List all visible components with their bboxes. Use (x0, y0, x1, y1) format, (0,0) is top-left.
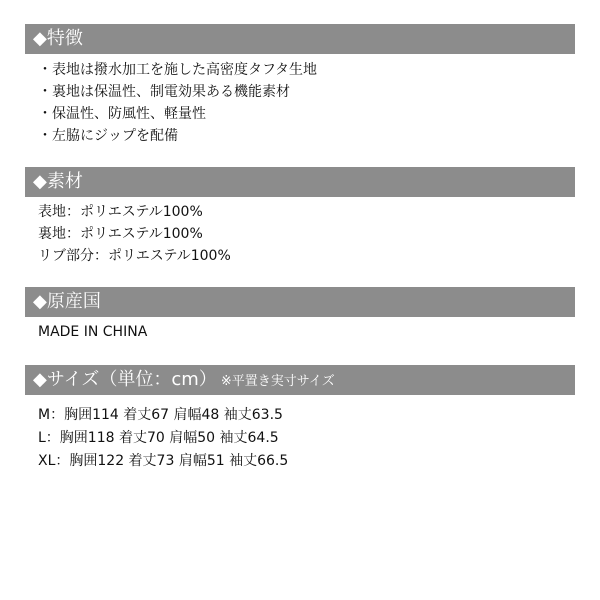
size-title: ◆サイズ（単位：cm） (33, 369, 217, 390)
feature-item: ・裏地は保温性、制電効果ある機能素材 (38, 84, 290, 100)
material-item: リブ部分：ポリエステル100% (38, 248, 231, 264)
material-item: 表地：ポリエステル100% (38, 204, 203, 220)
material-title: ◆素材 (33, 171, 83, 192)
feature-item: ・左脇にジップを配備 (38, 128, 178, 144)
origin-header (25, 287, 575, 317)
size-header (25, 365, 575, 395)
material-header (25, 167, 575, 197)
features-header (25, 24, 575, 54)
size-note: ※平置き実寸サイズ (220, 374, 335, 389)
features-title: ◆特徴 (33, 28, 83, 49)
feature-item: ・保温性、防風性、軽量性 (38, 106, 206, 122)
material-item: 裏地：ポリエステル100% (38, 226, 203, 242)
size-row: M：胸囲114 着丈67 肩幅48 袖丈63.5 (38, 407, 283, 423)
size-row: L：胸囲118 着丈70 肩幅50 袖丈64.5 (38, 430, 279, 446)
feature-item: ・表地は撥水加工を施した高密度タフタ生地 (38, 62, 318, 78)
size-row: XL：胸囲122 着丈73 肩幅51 袖丈66.5 (38, 453, 289, 469)
origin-title: ◆原産国 (33, 291, 101, 312)
origin-value: MADE IN CHINA (38, 324, 148, 340)
